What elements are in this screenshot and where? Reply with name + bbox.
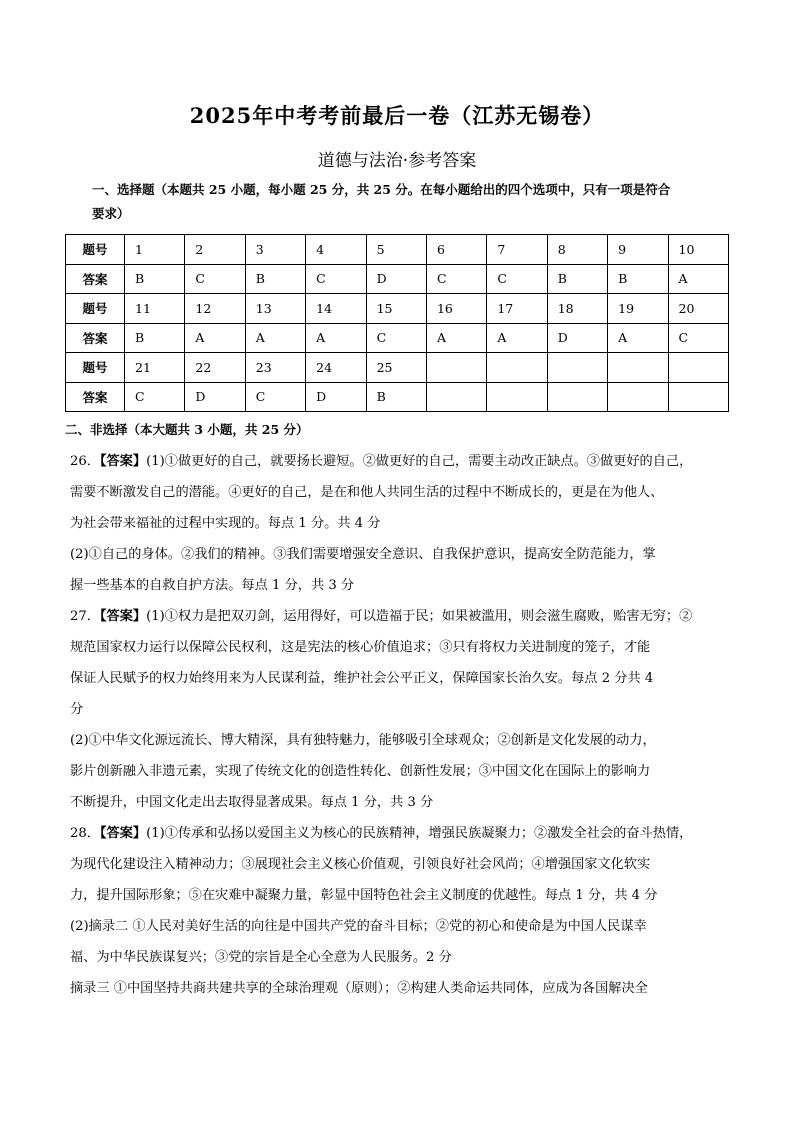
answer-table-cell (547, 382, 607, 412)
section-one-heading (92, 178, 732, 226)
answer-table-cell: C (125, 382, 185, 412)
answer-table-cell: C (185, 264, 245, 294)
answer-table-cell: 18 (547, 294, 607, 324)
answer-table-cell (608, 353, 668, 383)
answer-table-cell: A (245, 323, 305, 353)
answer-table-row (66, 264, 729, 294)
answer-table-cell: 16 (426, 294, 486, 324)
answer-table-row-header: 答案 (66, 264, 125, 294)
page-subtitle: 道德与法治·参考答案 (317, 151, 477, 171)
q27-line-3: 保证人民赋予的权力始终用来为人民谋利益，维护社会公平正义，保障国家长治久安。每点 2 分共 4 (70, 671, 654, 686)
answers-body (70, 446, 734, 1004)
answer-table-cell: B (245, 264, 305, 294)
q26-line-4: (2)①自己的身体。②我们的精神。③我们需要增强安全意识、自我保护意识，提高安全防范能力，掌 (70, 547, 656, 562)
q26-line-3: 为社会带来福祉的过程中实现的。每点 1 分。共 4 分 (70, 516, 381, 531)
answer-table-cell (668, 353, 728, 383)
answer-table-cell: D (185, 382, 245, 412)
answer-table-cell: 19 (608, 294, 668, 324)
q28-line-3: 力，提升国际形象；⑤在灾难中凝聚力量，彰显中国特色社会主义制度的优越性。每点 1 分，共 4 分 (70, 888, 658, 903)
answer-table-cell: D (306, 382, 366, 412)
q27-line-5: (2)①中华文化源远流长、博大精深，具有独特魅力，能够吸引全球观众；②创新是文化发展的动力， (70, 733, 656, 748)
q26-answer-tag: 【答案】 (99, 454, 147, 469)
answer-table-cell: 15 (366, 294, 426, 324)
q28-answer-tag: 【答案】 (99, 826, 147, 841)
answer-table (65, 234, 729, 412)
answer-table-cell: 14 (306, 294, 366, 324)
answer-table-row-header: 答案 (66, 323, 125, 353)
answer-table-cell: A (185, 323, 245, 353)
q26-line-1: 26．【答案】(1)①做更好的自己，就要扬长避短。②做更好的自己，需要主动改正缺点。③做更好的自己， (70, 454, 693, 469)
answer-table-row-header: 答案 (66, 382, 125, 412)
answer-table-cell: A (608, 323, 668, 353)
answer-table-row (66, 353, 729, 383)
answer-table-cell: 5 (366, 235, 426, 265)
answer-table-cell (668, 382, 728, 412)
answer-table-cell: 4 (306, 235, 366, 265)
answer-table-cell: 22 (185, 353, 245, 383)
q28-line-4: (2)摘录二 ①人民对美好生活的向往是中国共产党的奋斗目标；②党的初心和使命是为中国人民谋幸 (70, 919, 647, 934)
q27-line-7: 不断提升，中国文化走出去取得显著成果。每点 1 分，共 3 分 (70, 795, 434, 810)
answer-table-cell: 9 (608, 235, 668, 265)
answer-table-cell: B (125, 323, 185, 353)
answer-table-cell: A (487, 323, 547, 353)
answer-table-cell: 25 (366, 353, 426, 383)
q27-line-2: 规范国家权力运行以保障公民权利，这是宪法的核心价值追求；③只有将权力关进制度的笼子，才能 (70, 640, 651, 655)
q28-number: 28． (70, 826, 100, 841)
q26-line-2: 需要不断激发自己的潜能。④更好的自己，是在和他人共同生活的过程中不断成长的，更是在为他人、 (70, 485, 664, 500)
answer-table-cell: 24 (306, 353, 366, 383)
section-one-line-2: 要求） (92, 206, 130, 221)
answer-table-cell: B (366, 382, 426, 412)
answer-table-cell: B (608, 264, 668, 294)
answer-table-row-header: 题号 (66, 353, 125, 383)
answer-table-cell: A (668, 264, 728, 294)
answer-table-cell: 12 (185, 294, 245, 324)
answer-table-cell (487, 382, 547, 412)
answer-table-cell: 11 (125, 294, 185, 324)
answer-table-row (66, 235, 729, 265)
answer-table-row-header: 题号 (66, 235, 125, 265)
answer-table-cell: 6 (426, 235, 486, 265)
answer-table-cell: A (426, 323, 486, 353)
answer-table-cell: B (547, 264, 607, 294)
answer-table-cell: A (306, 323, 366, 353)
answer-table-cell (487, 353, 547, 383)
answer-table-row-header: 题号 (66, 294, 125, 324)
q27-number: 27． (70, 609, 100, 624)
answer-table-cell (547, 353, 607, 383)
answer-table-cell: 23 (245, 353, 305, 383)
answer-table-cell: C (668, 323, 728, 353)
q27-answer-tag: 【答案】 (99, 609, 147, 624)
answer-table-cell: C (426, 264, 486, 294)
answer-table-cell: 10 (668, 235, 728, 265)
answer-table-cell: 2 (185, 235, 245, 265)
answer-table-cell (426, 353, 486, 383)
q28-line-2: 为现代化建设注入精神动力；③展现社会主义核心价值观，引领良好社会风尚；④增强国家文化软实 (70, 857, 651, 872)
answer-table-cell: D (547, 323, 607, 353)
page-title: 2025年中考考前最后一卷（江苏无锡卷） (189, 103, 605, 128)
answer-table-cell: 21 (125, 353, 185, 383)
q27-line-6: 影片创新融入非遗元素，实现了传统文化的创造性转化、创新性发展；③中国文化在国际上的影响力 (70, 764, 651, 779)
q28-line-5: 福、为中华民族谋复兴；③党的宗旨是全心全意为人民服务。2 分 (70, 950, 452, 965)
answer-table-cell: D (366, 264, 426, 294)
q28-line-1: 28．【答案】(1)①传承和弘扬以爱国主义为核心的民族精神，增强民族凝聚力；②激发全社会的奋斗热情， (70, 826, 693, 841)
answer-table-cell: 3 (245, 235, 305, 265)
answer-table-row (66, 382, 729, 412)
answer-table-cell: 8 (547, 235, 607, 265)
q27-line-1: 27．【答案】(1)①权力是把双刃剑，运用得好，可以造福于民；如果被滥用，则会滋生腐败，贻害无穷；② (70, 609, 693, 624)
answer-table-cell: C (306, 264, 366, 294)
answer-table-cell: 7 (487, 235, 547, 265)
answer-table-row (66, 323, 729, 353)
answer-table-row (66, 294, 729, 324)
q26-line-5: 握一些基本的自救自护方法。每点 1 分，共 3 分 (70, 578, 355, 593)
answer-table-cell: 20 (668, 294, 728, 324)
answer-table-cell: 13 (245, 294, 305, 324)
answer-table-cell (608, 382, 668, 412)
answer-table-cell: C (366, 323, 426, 353)
section-one-line-1: 一、选择题（本题共 25 小题，每小题 25 分，共 25 分。在每小题给出的四个选项中，只有一项是符合 (92, 182, 671, 197)
answer-table-cell: 17 (487, 294, 547, 324)
answer-table-cell: B (125, 264, 185, 294)
answer-table-cell (426, 382, 486, 412)
answer-table-cell: C (487, 264, 547, 294)
q27-line-4: 分 (70, 702, 84, 717)
q28-line-6: 摘录三 ①中国坚持共商共建共享的全球治理观（原则）；②构建人类命运共同体，应成为各国解决全 (70, 981, 648, 996)
answer-table-cell: C (245, 382, 305, 412)
section-two-heading: 二、非选择（本大题共 3 小题，共 25 分） (65, 422, 309, 437)
answer-table-cell: 1 (125, 235, 185, 265)
q26-number: 26． (70, 454, 100, 469)
